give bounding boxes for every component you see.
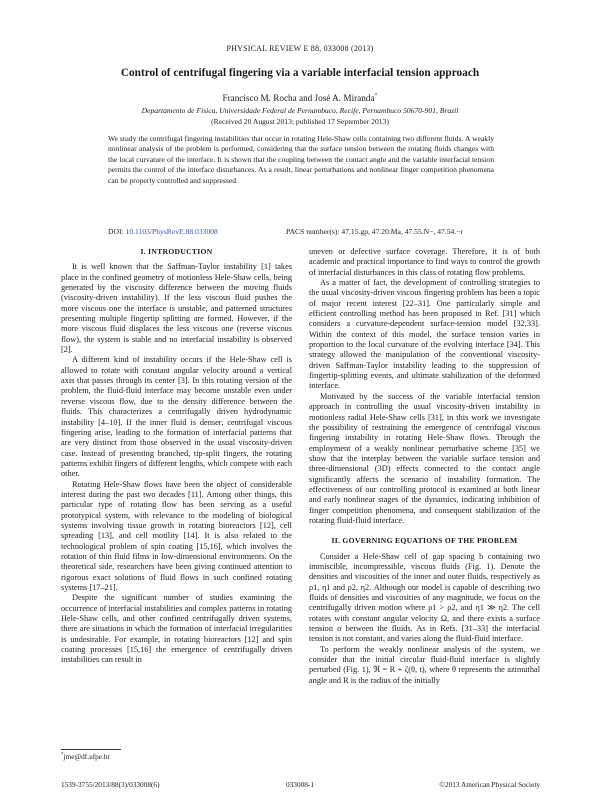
pacs-numbers: PACS number(s): 47.15.gp, 47.20.Ma, 47.55.N−, 47.54.−r <box>286 227 464 236</box>
paragraph: uneven or defective surface coverage. Therefore, it is of both academic and practical importance to find ways to control the growth of interfacial disturbances in this class of rotating flow problems. <box>309 247 540 277</box>
paper-title: Control of centrifugal fingering via a variable interfacial tension approach <box>120 67 480 79</box>
doi-pacs-line <box>108 227 494 236</box>
paragraph: Consider a Hele-Shaw cell of gap spacing b containing two immiscible, incompressible, viscous fluids (Fig. 1). Denote the densities and viscosities of the inner and outer fluids, respectively as ρ1, η1 and ρ2, η2. Although our model is capable of describing two fluids of densities and viscosities of any magnitude, we focus on the centrifugally driven motion where ρ1 > ρ2, and η1 ≫ η2. The cell rotates with constant angular velocity Ω, and there exists a surface tension σ between the fluids. As in Refs. [31–33] the interfacial tension is not constant, and varies along the fluid-fluid interface. <box>309 551 540 644</box>
right-column <box>309 247 540 686</box>
footnote-mark: * <box>61 752 64 758</box>
section-heading-governing-equations: II. GOVERNING EQUATIONS OF THE PROBLEM <box>331 536 518 546</box>
paragraph: Rotating Hele-Shaw flows have been the object of considerable interest during the past two decades [11]. Among other things, this particular type of rotating flow has been serving as a useful prototypical system, with relevance to the modeling of biological systems involving tissue growth in rotating bioreactors [12], cell spreading [13], and cell motility [14]. It is also related to the technological problem of spin coating [15,16], which involves the rotation of thin fluid films in low-dimensional environments. On the theoretical side, researchers have been giving continued attention to rigorous exact solutions of fluid flows in such confined rotating systems [17–21]. <box>61 479 292 592</box>
journal-header: PHYSICAL REVIEW E 88, 033008 (2013) <box>226 44 374 53</box>
authors <box>40 93 560 103</box>
paragraph: To perform the weakly nonlinear analysis of the system, we consider that the initial circular fluid-fluid interface is slightly perturbed (Fig. 1), ℜ = R + ζ(θ, t), where θ represents the azimuthal angle and R is the radius of the initially <box>309 644 540 685</box>
author-mark[interactable]: * <box>374 93 378 99</box>
doi-link[interactable]: 10.1103/PhysRevE.88.033008 <box>125 227 218 236</box>
footer-page-number: 033008-1 <box>286 780 314 789</box>
footnote <box>61 752 110 761</box>
paragraph: A different kind of instability occurs if the Hele-Shaw cell is allowed to rotate with constant angular velocity around a vertical axis that passes through its center [3]. In this rotating version of the problem, the fluid-fluid interface may become unstable even under reverse viscous flow, due to the density difference between the fluids. This characterizes a centrifugally driven hydrodynamic instability [4–10]. If the inner fluid is denser, centrifugal viscous fingering arise, leading to the formation of interfacial patterns that are very distinct from those observed in the usual viscosity-driven case. Instead of presenting branched, tip-split fingers, the rotating patterns exhibit fingers of different lengths, which compete with each other. <box>61 355 292 479</box>
paragraph: As a matter of fact, the development of controlling strategies to the usual viscosity-driven viscous fingering problem has been a topic of major recent interest [22–31]. One particularly simple and efficient controlling method has been proposed in Ref. [31] which considers a curvature-dependent surface-tension model [32,33]. Within the context of this model, the surface tension varies in proportion to the local curvature of the evolving interface [34]. This strategy allowed the manipulation of the conventional viscosity-driven Saffman-Taylor instability leading to the suppression of fingertip-splitting events, and ultimate stabilization of the deformed interface. <box>309 278 540 391</box>
author-names: Francisco M. Rocha and José A. Miranda <box>222 93 375 104</box>
doi-label: DOI: <box>108 227 124 236</box>
abstract: We study the centrifugal fingering instabilities that occur in rotating Hele-Shaw cells containing two different fluids. A weakly nonlinear analysis of the problem is performed, considering that the surface tension between the rotating fluids changes with the local curvature of the interface. It is shown that the coupling between the contact angle and the variable interfacial tension permits the control of the interface disturbances. As a result, linear perturbations and nonlinear finger competition phenomena can be properly controlled and suppressed. <box>108 134 494 185</box>
paragraph: It is well known that the Saffman-Taylor instability [1] takes place in the confined geometry of motionless Hele-Shaw cells, being generated by the viscosity difference between the moving fluids (viscosity-driven instability). If the less viscous fluid pushes the more viscous one the interface is unstable, and patterned structures presenting multiple fingertip splitting are formed. However, if the more viscous fluid displaces the less viscous one (reverse viscous flow), the system is stable and no interfacial instability is observed [2]. <box>61 262 292 355</box>
received-dates: (Received 20 August 2013; published 17 September 2013) <box>211 117 389 126</box>
footnote-rule <box>61 749 121 750</box>
footer-issn: 1539-3755/2013/88(3)/033008(6) <box>61 780 160 789</box>
affiliation: Departamento de Física, Universidade Federal de Pernambuco, Recife, Pernambuco 50670-901, Brazil <box>141 106 459 115</box>
section-heading-introduction: I. INTRODUCTION <box>140 247 213 256</box>
paragraph: Motivated by the success of the variable interfacial tension approach in controlling the usual viscosity-driven instability in motionless radial Hele-Shaw cells [31], in this work we investigate the possibility of restraining the emergence of centrifugal viscous fingering instability in rotating Hele-Shaw flows. Through the employment of a weakly nonlinear perturbative scheme [35] we show that the interplay between the variable surface tension and three-dimensional (3D) effects connected to the contact angle significantly affects the scenario of instability formation. The effectiveness of our controlling protocol is examined at both linear and early nonlinear stages of the dynamics, indicating inhibition of finger competition phenomena, and consequent stabilization of the rotating fluid-fluid interface. <box>309 391 540 525</box>
left-column <box>61 247 292 666</box>
paragraph: Despite the significant number of studies examining the occurrence of interfacial instabilities and complex patterns in rotating Hele-Shaw cells, and other confined centrifugally driven systems, there are situations in which the formation of interfacial irregularities is undesirable. For example, in rotating bioreactors [12] and spin coating processes [15,16] the emergence of centrifugally driven instabilities can result in <box>61 593 292 665</box>
footer-copyright: ©2013 American Physical Society <box>439 780 540 789</box>
author-email[interactable]: jme@df.ufpe.br <box>63 752 110 761</box>
